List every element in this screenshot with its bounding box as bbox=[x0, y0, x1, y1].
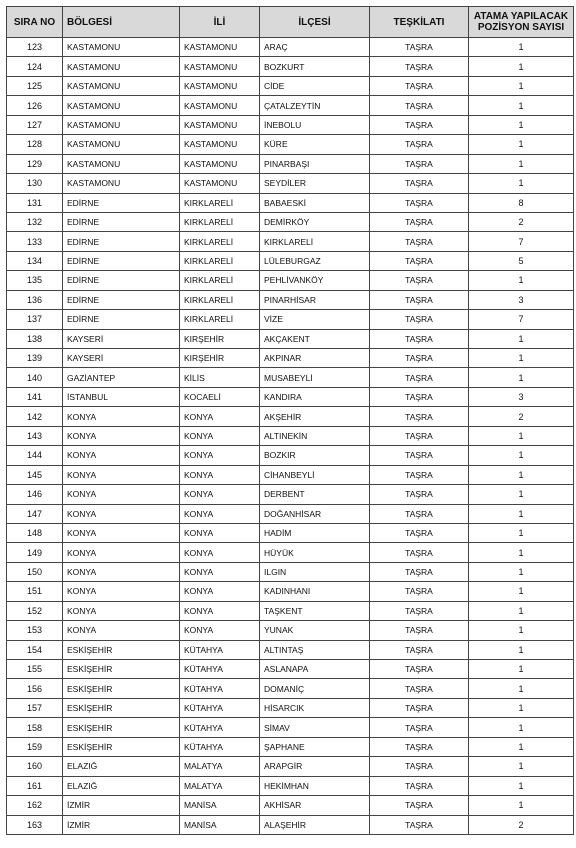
header-pozisyon-sayisi: ATAMA YAPILACAK POZİSYON SAYISI bbox=[469, 7, 574, 38]
cell-bolgesi: KONYA bbox=[63, 562, 180, 581]
cell-teskilati: TAŞRA bbox=[370, 757, 469, 776]
cell-sira-no: 149 bbox=[7, 543, 63, 562]
cell-sira-no: 125 bbox=[7, 76, 63, 95]
cell-pozisyon-sayisi: 7 bbox=[469, 310, 574, 329]
cell-sira-no: 134 bbox=[7, 251, 63, 270]
cell-sira-no: 129 bbox=[7, 154, 63, 173]
cell-pozisyon-sayisi: 1 bbox=[469, 621, 574, 640]
cell-bolgesi: KASTAMONU bbox=[63, 38, 180, 57]
cell-ili: KÜTAHYA bbox=[180, 679, 260, 698]
cell-sira-no: 163 bbox=[7, 815, 63, 834]
cell-ili: KIRKLARELİ bbox=[180, 290, 260, 309]
cell-sira-no: 127 bbox=[7, 115, 63, 134]
cell-teskilati: TAŞRA bbox=[370, 271, 469, 290]
cell-pozisyon-sayisi: 1 bbox=[469, 368, 574, 387]
cell-teskilati: TAŞRA bbox=[370, 174, 469, 193]
cell-bolgesi: ESKİŞEHİR bbox=[63, 718, 180, 737]
cell-bolgesi: KONYA bbox=[63, 426, 180, 445]
cell-ili: KÜTAHYA bbox=[180, 660, 260, 679]
cell-pozisyon-sayisi: 1 bbox=[469, 796, 574, 815]
cell-teskilati: TAŞRA bbox=[370, 368, 469, 387]
cell-ilcesi: KÜRE bbox=[260, 135, 370, 154]
cell-ili: KONYA bbox=[180, 601, 260, 620]
cell-bolgesi: ESKİŞEHİR bbox=[63, 640, 180, 659]
cell-ilcesi: AKÇAKENT bbox=[260, 329, 370, 348]
cell-sira-no: 157 bbox=[7, 698, 63, 717]
cell-bolgesi: KONYA bbox=[63, 523, 180, 542]
cell-teskilati: TAŞRA bbox=[370, 523, 469, 542]
table-row bbox=[7, 582, 574, 601]
cell-sira-no: 155 bbox=[7, 660, 63, 679]
cell-pozisyon-sayisi: 3 bbox=[469, 387, 574, 406]
cell-pozisyon-sayisi: 1 bbox=[469, 349, 574, 368]
cell-ilcesi: CİDE bbox=[260, 76, 370, 95]
cell-bolgesi: EDİRNE bbox=[63, 251, 180, 270]
cell-ili: KİLİS bbox=[180, 368, 260, 387]
cell-bolgesi: KAYSERİ bbox=[63, 329, 180, 348]
cell-ilcesi: DEMİRKÖY bbox=[260, 212, 370, 231]
cell-ilcesi: DOMANİÇ bbox=[260, 679, 370, 698]
table-row bbox=[7, 737, 574, 756]
cell-ilcesi: MUSABEYLİ bbox=[260, 368, 370, 387]
cell-pozisyon-sayisi: 1 bbox=[469, 698, 574, 717]
cell-ili: KIRKLARELİ bbox=[180, 212, 260, 231]
cell-pozisyon-sayisi: 1 bbox=[469, 582, 574, 601]
cell-teskilati: TAŞRA bbox=[370, 426, 469, 445]
table-row bbox=[7, 523, 574, 542]
cell-pozisyon-sayisi: 1 bbox=[469, 757, 574, 776]
cell-teskilati: TAŞRA bbox=[370, 660, 469, 679]
cell-sira-no: 123 bbox=[7, 38, 63, 57]
cell-sira-no: 142 bbox=[7, 407, 63, 426]
cell-bolgesi: KONYA bbox=[63, 407, 180, 426]
cell-pozisyon-sayisi: 3 bbox=[469, 290, 574, 309]
cell-ilcesi: DOĞANHİSAR bbox=[260, 504, 370, 523]
cell-pozisyon-sayisi: 1 bbox=[469, 601, 574, 620]
cell-bolgesi: ESKİŞEHİR bbox=[63, 679, 180, 698]
table-row bbox=[7, 660, 574, 679]
cell-sira-no: 141 bbox=[7, 387, 63, 406]
table-row bbox=[7, 57, 574, 76]
cell-ili: KONYA bbox=[180, 621, 260, 640]
cell-ili: KÜTAHYA bbox=[180, 718, 260, 737]
table-row bbox=[7, 776, 574, 795]
cell-bolgesi: KASTAMONU bbox=[63, 57, 180, 76]
cell-ilcesi: ŞAPHANE bbox=[260, 737, 370, 756]
cell-teskilati: TAŞRA bbox=[370, 815, 469, 834]
cell-ili: KONYA bbox=[180, 485, 260, 504]
cell-pozisyon-sayisi: 1 bbox=[469, 660, 574, 679]
cell-ilcesi: HİSARCIK bbox=[260, 698, 370, 717]
cell-ilcesi: BABAESKİ bbox=[260, 193, 370, 212]
cell-bolgesi: ESKİŞEHİR bbox=[63, 737, 180, 756]
cell-pozisyon-sayisi: 1 bbox=[469, 523, 574, 542]
cell-teskilati: TAŞRA bbox=[370, 698, 469, 717]
cell-ili: KASTAMONU bbox=[180, 174, 260, 193]
positions-table bbox=[6, 6, 574, 835]
cell-ilcesi: ÇATALZEYTİN bbox=[260, 96, 370, 115]
cell-ilcesi: AKHİSAR bbox=[260, 796, 370, 815]
cell-ili: MANİSA bbox=[180, 815, 260, 834]
cell-pozisyon-sayisi: 1 bbox=[469, 737, 574, 756]
cell-teskilati: TAŞRA bbox=[370, 465, 469, 484]
cell-ili: KIRKLARELİ bbox=[180, 310, 260, 329]
document-page bbox=[6, 6, 574, 835]
table-row bbox=[7, 485, 574, 504]
cell-ilcesi: HÜYÜK bbox=[260, 543, 370, 562]
cell-ili: KIRKLARELİ bbox=[180, 271, 260, 290]
table-row bbox=[7, 679, 574, 698]
cell-ili: KASTAMONU bbox=[180, 135, 260, 154]
cell-pozisyon-sayisi: 1 bbox=[469, 543, 574, 562]
cell-pozisyon-sayisi: 1 bbox=[469, 115, 574, 134]
table-row bbox=[7, 426, 574, 445]
cell-bolgesi: EDİRNE bbox=[63, 212, 180, 231]
table-row bbox=[7, 349, 574, 368]
table-row bbox=[7, 310, 574, 329]
cell-pozisyon-sayisi: 5 bbox=[469, 251, 574, 270]
cell-pozisyon-sayisi: 1 bbox=[469, 776, 574, 795]
cell-ilcesi: ALTINEKİN bbox=[260, 426, 370, 445]
cell-teskilati: TAŞRA bbox=[370, 582, 469, 601]
cell-sira-no: 130 bbox=[7, 174, 63, 193]
cell-bolgesi: EDİRNE bbox=[63, 290, 180, 309]
cell-ili: MALATYA bbox=[180, 776, 260, 795]
cell-sira-no: 147 bbox=[7, 504, 63, 523]
header-ilcesi: İLÇESİ bbox=[260, 7, 370, 38]
cell-teskilati: TAŞRA bbox=[370, 776, 469, 795]
table-row bbox=[7, 154, 574, 173]
table-row bbox=[7, 601, 574, 620]
cell-ili: KONYA bbox=[180, 407, 260, 426]
cell-bolgesi: KASTAMONU bbox=[63, 135, 180, 154]
cell-bolgesi: KONYA bbox=[63, 543, 180, 562]
cell-bolgesi: KASTAMONU bbox=[63, 115, 180, 134]
cell-sira-no: 139 bbox=[7, 349, 63, 368]
cell-sira-no: 137 bbox=[7, 310, 63, 329]
cell-ili: KOCAELİ bbox=[180, 387, 260, 406]
cell-sira-no: 153 bbox=[7, 621, 63, 640]
cell-bolgesi: KASTAMONU bbox=[63, 174, 180, 193]
table-row bbox=[7, 38, 574, 57]
cell-bolgesi: KONYA bbox=[63, 621, 180, 640]
cell-bolgesi: KASTAMONU bbox=[63, 76, 180, 95]
cell-bolgesi: İSTANBUL bbox=[63, 387, 180, 406]
cell-ili: KIRŞEHİR bbox=[180, 349, 260, 368]
header-ili: İLİ bbox=[180, 7, 260, 38]
cell-ilcesi: ALTINTAŞ bbox=[260, 640, 370, 659]
cell-teskilati: TAŞRA bbox=[370, 407, 469, 426]
cell-ili: KÜTAHYA bbox=[180, 737, 260, 756]
cell-teskilati: TAŞRA bbox=[370, 38, 469, 57]
table-row bbox=[7, 446, 574, 465]
cell-teskilati: TAŞRA bbox=[370, 57, 469, 76]
cell-teskilati: TAŞRA bbox=[370, 251, 469, 270]
table-row bbox=[7, 329, 574, 348]
cell-pozisyon-sayisi: 1 bbox=[469, 154, 574, 173]
cell-ili: KONYA bbox=[180, 446, 260, 465]
cell-teskilati: TAŞRA bbox=[370, 76, 469, 95]
table-row bbox=[7, 504, 574, 523]
cell-pozisyon-sayisi: 1 bbox=[469, 57, 574, 76]
cell-ili: KONYA bbox=[180, 426, 260, 445]
cell-pozisyon-sayisi: 2 bbox=[469, 212, 574, 231]
cell-bolgesi: KONYA bbox=[63, 446, 180, 465]
cell-ili: KASTAMONU bbox=[180, 96, 260, 115]
cell-teskilati: TAŞRA bbox=[370, 387, 469, 406]
cell-ilcesi: YUNAK bbox=[260, 621, 370, 640]
cell-teskilati: TAŞRA bbox=[370, 640, 469, 659]
cell-pozisyon-sayisi: 1 bbox=[469, 329, 574, 348]
table-row bbox=[7, 387, 574, 406]
cell-pozisyon-sayisi: 1 bbox=[469, 504, 574, 523]
cell-ilcesi: PEHLİVANKÖY bbox=[260, 271, 370, 290]
cell-bolgesi: ESKİŞEHİR bbox=[63, 698, 180, 717]
cell-pozisyon-sayisi: 1 bbox=[469, 174, 574, 193]
cell-ilcesi: LÜLEBURGAZ bbox=[260, 251, 370, 270]
cell-ili: KÜTAHYA bbox=[180, 698, 260, 717]
table-row bbox=[7, 562, 574, 581]
cell-ili: KONYA bbox=[180, 504, 260, 523]
table-row bbox=[7, 407, 574, 426]
cell-ili: KIRKLARELİ bbox=[180, 251, 260, 270]
cell-pozisyon-sayisi: 2 bbox=[469, 407, 574, 426]
cell-teskilati: TAŞRA bbox=[370, 212, 469, 231]
cell-bolgesi: KONYA bbox=[63, 485, 180, 504]
cell-ilcesi: AKŞEHİR bbox=[260, 407, 370, 426]
cell-bolgesi: KONYA bbox=[63, 465, 180, 484]
cell-bolgesi: ELAZIĞ bbox=[63, 757, 180, 776]
cell-sira-no: 128 bbox=[7, 135, 63, 154]
cell-teskilati: TAŞRA bbox=[370, 601, 469, 620]
cell-pozisyon-sayisi: 1 bbox=[469, 76, 574, 95]
table-row bbox=[7, 290, 574, 309]
table-row bbox=[7, 193, 574, 212]
cell-ilcesi: SEYDİLER bbox=[260, 174, 370, 193]
cell-bolgesi: GAZİANTEP bbox=[63, 368, 180, 387]
cell-ili: KASTAMONU bbox=[180, 76, 260, 95]
cell-ilcesi: VİZE bbox=[260, 310, 370, 329]
cell-sira-no: 161 bbox=[7, 776, 63, 795]
cell-ilcesi: BOZKIR bbox=[260, 446, 370, 465]
cell-pozisyon-sayisi: 1 bbox=[469, 38, 574, 57]
cell-ili: KONYA bbox=[180, 523, 260, 542]
cell-ilcesi: İNEBOLU bbox=[260, 115, 370, 134]
table-row bbox=[7, 543, 574, 562]
header-sira-no: SIRA NO bbox=[7, 7, 63, 38]
cell-teskilati: TAŞRA bbox=[370, 504, 469, 523]
cell-ili: KASTAMONU bbox=[180, 57, 260, 76]
table-row bbox=[7, 76, 574, 95]
cell-bolgesi: KAYSERİ bbox=[63, 349, 180, 368]
cell-teskilati: TAŞRA bbox=[370, 310, 469, 329]
table-body bbox=[7, 38, 574, 835]
cell-ilcesi: KIRKLARELİ bbox=[260, 232, 370, 251]
cell-ilcesi: CİHANBEYLİ bbox=[260, 465, 370, 484]
cell-bolgesi: KONYA bbox=[63, 582, 180, 601]
cell-teskilati: TAŞRA bbox=[370, 115, 469, 134]
table-row bbox=[7, 135, 574, 154]
cell-sira-no: 144 bbox=[7, 446, 63, 465]
cell-sira-no: 150 bbox=[7, 562, 63, 581]
cell-ili: KONYA bbox=[180, 582, 260, 601]
cell-teskilati: TAŞRA bbox=[370, 154, 469, 173]
table-row bbox=[7, 212, 574, 231]
cell-bolgesi: EDİRNE bbox=[63, 310, 180, 329]
cell-sira-no: 146 bbox=[7, 485, 63, 504]
cell-pozisyon-sayisi: 1 bbox=[469, 135, 574, 154]
cell-ilcesi: PINARHİSAR bbox=[260, 290, 370, 309]
cell-ili: KONYA bbox=[180, 465, 260, 484]
table-row bbox=[7, 232, 574, 251]
header-row bbox=[7, 7, 574, 38]
cell-teskilati: TAŞRA bbox=[370, 349, 469, 368]
table-row bbox=[7, 271, 574, 290]
cell-sira-no: 145 bbox=[7, 465, 63, 484]
cell-sira-no: 159 bbox=[7, 737, 63, 756]
cell-ili: KONYA bbox=[180, 562, 260, 581]
cell-pozisyon-sayisi: 8 bbox=[469, 193, 574, 212]
cell-pozisyon-sayisi: 1 bbox=[469, 426, 574, 445]
cell-teskilati: TAŞRA bbox=[370, 135, 469, 154]
cell-teskilati: TAŞRA bbox=[370, 737, 469, 756]
cell-teskilati: TAŞRA bbox=[370, 679, 469, 698]
table-row bbox=[7, 368, 574, 387]
cell-ili: KASTAMONU bbox=[180, 115, 260, 134]
header-bolgesi: BÖLGESİ bbox=[63, 7, 180, 38]
cell-ilcesi: HADİM bbox=[260, 523, 370, 542]
cell-sira-no: 131 bbox=[7, 193, 63, 212]
cell-sira-no: 135 bbox=[7, 271, 63, 290]
cell-ilcesi: HEKİMHAN bbox=[260, 776, 370, 795]
cell-teskilati: TAŞRA bbox=[370, 621, 469, 640]
cell-pozisyon-sayisi: 2 bbox=[469, 815, 574, 834]
cell-sira-no: 143 bbox=[7, 426, 63, 445]
cell-sira-no: 154 bbox=[7, 640, 63, 659]
cell-teskilati: TAŞRA bbox=[370, 718, 469, 737]
cell-teskilati: TAŞRA bbox=[370, 446, 469, 465]
cell-bolgesi: KONYA bbox=[63, 504, 180, 523]
cell-ilcesi: TAŞKENT bbox=[260, 601, 370, 620]
cell-bolgesi: ESKİŞEHİR bbox=[63, 660, 180, 679]
cell-pozisyon-sayisi: 1 bbox=[469, 679, 574, 698]
cell-ilcesi: KANDIRA bbox=[260, 387, 370, 406]
table-header bbox=[7, 7, 574, 38]
cell-ili: MALATYA bbox=[180, 757, 260, 776]
cell-ilcesi: ILGIN bbox=[260, 562, 370, 581]
cell-sira-no: 136 bbox=[7, 290, 63, 309]
table-row bbox=[7, 251, 574, 270]
cell-ili: KONYA bbox=[180, 543, 260, 562]
cell-teskilati: TAŞRA bbox=[370, 543, 469, 562]
cell-sira-no: 132 bbox=[7, 212, 63, 231]
cell-teskilati: TAŞRA bbox=[370, 485, 469, 504]
table-row bbox=[7, 174, 574, 193]
table-row bbox=[7, 621, 574, 640]
cell-sira-no: 148 bbox=[7, 523, 63, 542]
cell-bolgesi: İZMİR bbox=[63, 796, 180, 815]
cell-sira-no: 126 bbox=[7, 96, 63, 115]
cell-ili: KASTAMONU bbox=[180, 38, 260, 57]
cell-teskilati: TAŞRA bbox=[370, 290, 469, 309]
cell-bolgesi: KASTAMONU bbox=[63, 96, 180, 115]
cell-pozisyon-sayisi: 7 bbox=[469, 232, 574, 251]
cell-pozisyon-sayisi: 1 bbox=[469, 718, 574, 737]
table-row bbox=[7, 640, 574, 659]
cell-ili: MANİSA bbox=[180, 796, 260, 815]
cell-bolgesi: EDİRNE bbox=[63, 232, 180, 251]
cell-ili: KIRKLARELİ bbox=[180, 232, 260, 251]
table-row bbox=[7, 815, 574, 834]
cell-pozisyon-sayisi: 1 bbox=[469, 640, 574, 659]
cell-bolgesi: KASTAMONU bbox=[63, 154, 180, 173]
cell-pozisyon-sayisi: 1 bbox=[469, 562, 574, 581]
cell-bolgesi: KONYA bbox=[63, 601, 180, 620]
table-row bbox=[7, 115, 574, 134]
cell-teskilati: TAŞRA bbox=[370, 96, 469, 115]
table-row bbox=[7, 465, 574, 484]
cell-sira-no: 158 bbox=[7, 718, 63, 737]
cell-sira-no: 124 bbox=[7, 57, 63, 76]
table-row bbox=[7, 698, 574, 717]
cell-bolgesi: İZMİR bbox=[63, 815, 180, 834]
cell-sira-no: 138 bbox=[7, 329, 63, 348]
cell-pozisyon-sayisi: 1 bbox=[469, 96, 574, 115]
table-row bbox=[7, 757, 574, 776]
cell-ili: KIRŞEHİR bbox=[180, 329, 260, 348]
cell-ilcesi: ALAŞEHİR bbox=[260, 815, 370, 834]
cell-pozisyon-sayisi: 1 bbox=[469, 446, 574, 465]
cell-ili: KÜTAHYA bbox=[180, 640, 260, 659]
cell-teskilati: TAŞRA bbox=[370, 232, 469, 251]
cell-sira-no: 140 bbox=[7, 368, 63, 387]
cell-ilcesi: SİMAV bbox=[260, 718, 370, 737]
cell-pozisyon-sayisi: 1 bbox=[469, 271, 574, 290]
cell-pozisyon-sayisi: 1 bbox=[469, 465, 574, 484]
cell-sira-no: 133 bbox=[7, 232, 63, 251]
cell-ilcesi: ARAPGİR bbox=[260, 757, 370, 776]
header-teskilati: TEŞKİLATI bbox=[370, 7, 469, 38]
cell-bolgesi: EDİRNE bbox=[63, 193, 180, 212]
cell-bolgesi: EDİRNE bbox=[63, 271, 180, 290]
cell-bolgesi: ELAZIĞ bbox=[63, 776, 180, 795]
table-row bbox=[7, 96, 574, 115]
cell-teskilati: TAŞRA bbox=[370, 193, 469, 212]
cell-sira-no: 151 bbox=[7, 582, 63, 601]
cell-sira-no: 160 bbox=[7, 757, 63, 776]
cell-teskilati: TAŞRA bbox=[370, 796, 469, 815]
cell-ilcesi: BOZKURT bbox=[260, 57, 370, 76]
table-row bbox=[7, 796, 574, 815]
cell-sira-no: 156 bbox=[7, 679, 63, 698]
cell-ilcesi: ASLANAPA bbox=[260, 660, 370, 679]
cell-teskilati: TAŞRA bbox=[370, 329, 469, 348]
cell-teskilati: TAŞRA bbox=[370, 562, 469, 581]
cell-ilcesi: AKPINAR bbox=[260, 349, 370, 368]
cell-pozisyon-sayisi: 1 bbox=[469, 485, 574, 504]
cell-ili: KIRKLARELİ bbox=[180, 193, 260, 212]
cell-ilcesi: PINARBAŞI bbox=[260, 154, 370, 173]
cell-ilcesi: KADINHANI bbox=[260, 582, 370, 601]
cell-sira-no: 152 bbox=[7, 601, 63, 620]
cell-ilcesi: DERBENT bbox=[260, 485, 370, 504]
cell-sira-no: 162 bbox=[7, 796, 63, 815]
cell-ili: KASTAMONU bbox=[180, 154, 260, 173]
table-row bbox=[7, 718, 574, 737]
cell-ilcesi: ARAÇ bbox=[260, 38, 370, 57]
